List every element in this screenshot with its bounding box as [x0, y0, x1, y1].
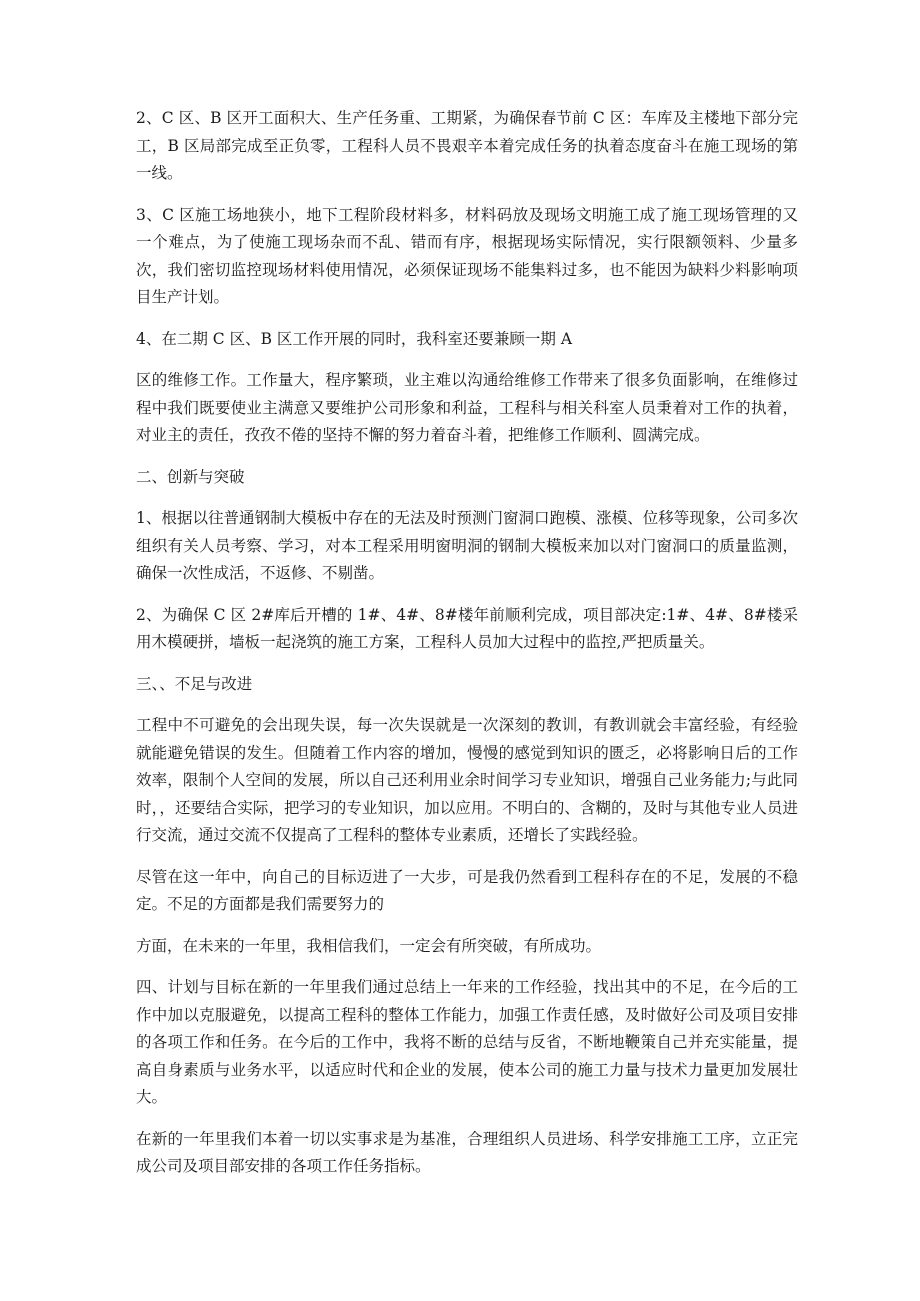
paragraph-c-zone-materials: 3、C 区施工场地狭小，地下工程阶段材料多，材料码放及现场文明施工成了施工现场管理的又一个难点，为了使施工现场杂而不乱、错而有序，根据现场实际情况，实行限额领料、少量多次，我们密切监控现场材料使用情况，必须保证现场不能集料过多，也不能因为缺料少料影响项目生产计划。	[136, 205, 798, 306]
paragraph-future-confidence: 方面，在未来的一年里，我相信我们，一定会有所突破，有所成功。	[136, 936, 602, 955]
paragraph-c-b-zone-schedule: 2、C 区、B 区开工面积大、生产任务重、工期紧，为确保春节前 C 区：车库及主楼地下部分完工，B 区局部完成至正负零，工程科人员不畏艰辛本着完成任务的执着态度奋斗在施工现场的第一线。	[136, 109, 798, 182]
paragraph-plans-and-goals: 四、计划与目标在新的一年里我们通过总结上一年来的工作经验，找出其中的不足，在今后的工作中加以克服避免，以提高工程科的整体工作能力，加强工作责任感，及时做好公司及项目安排的各项工作和任务。在今后的工作中，我将不断的总结与反省，不断地鞭策自己并充实能量，提高自身素质与业务水平，以适应时代和企业的发展，使本公司的施工力量与技术力量更加发展壮大。	[136, 978, 798, 1106]
paragraph-new-year-commitment: 在新的一年里我们本着一切以实事求是为基准，合理组织人员进场、科学安排施工工序，立正完成公司及项目部安排的各项工作任务指标。	[136, 1129, 798, 1175]
document-body	[136, 105, 798, 1195]
paragraph-wood-formwork: 2、为确保 C 区 2#库后开槽的 1#、4#、8#楼年前顺利完成，项目部决定:1#、4#、8#楼采用木模硬拼，墙板一起浇筑的施工方案，工程科人员加大过程中的监控,严把质量关。	[136, 605, 798, 651]
section-heading-innovation: 二、创新与突破	[136, 467, 245, 486]
paragraph-learning-from-mistakes: 工程中不可避免的会出现失误，每一次失误就是一次深刻的教训，有教训就会丰富经验，有经验就能避免错误的发生。但随着工作内容的增加，慢慢的感觉到知识的匮乏，必将影响日后的工作效率，限制个人空间的发展，所以自己还利用业余时间学习专业知识，增强自己业务能力;与此同时，，还要结合实际，把学习的专业知识，加以应用。不明白的、含糊的，及时与其他专业人员进行交流，通过交流不仅提高了工程科的整体专业素质，还增长了实践经验。	[136, 716, 798, 844]
paragraph-progress-reflection: 尽管在这一年中，向自己的目标迈进了一大步，可是我仍然看到工程科存在的不足，发展的不稳定。不足的方面都是我们需要努力的	[136, 867, 798, 913]
section-heading-shortcomings: 三、、不足与改进	[136, 674, 253, 693]
paragraph-phase-one-maintenance-intro: 4、在二期 C 区、B 区工作开展的同时，我科室还要兼顾一期 A	[136, 329, 573, 348]
paragraph-steel-formwork: 1、根据以往普通钢制大模板中存在的无法及时预测门窗洞口跑模、涨模、位移等现象，公司多次组织有关人员考察、学习，对本工程采用明窗明洞的钢制大模板来加以对门窗洞口的质量监测，确保一次性成活，不返修、不剔凿。	[136, 509, 798, 582]
paragraph-maintenance-work: 区的维修工作。工作量大，程序繁琐，业主难以沟通给维修工作带来了很多负面影响，在维修过程中我们既要使业主满意又要维护公司形象和利益，工程科与相关科室人员秉着对工作的执着，对业主的责任，孜孜不倦的坚持不懈的努力着奋斗着，把维修工作顺利、圆满完成。	[136, 371, 798, 444]
